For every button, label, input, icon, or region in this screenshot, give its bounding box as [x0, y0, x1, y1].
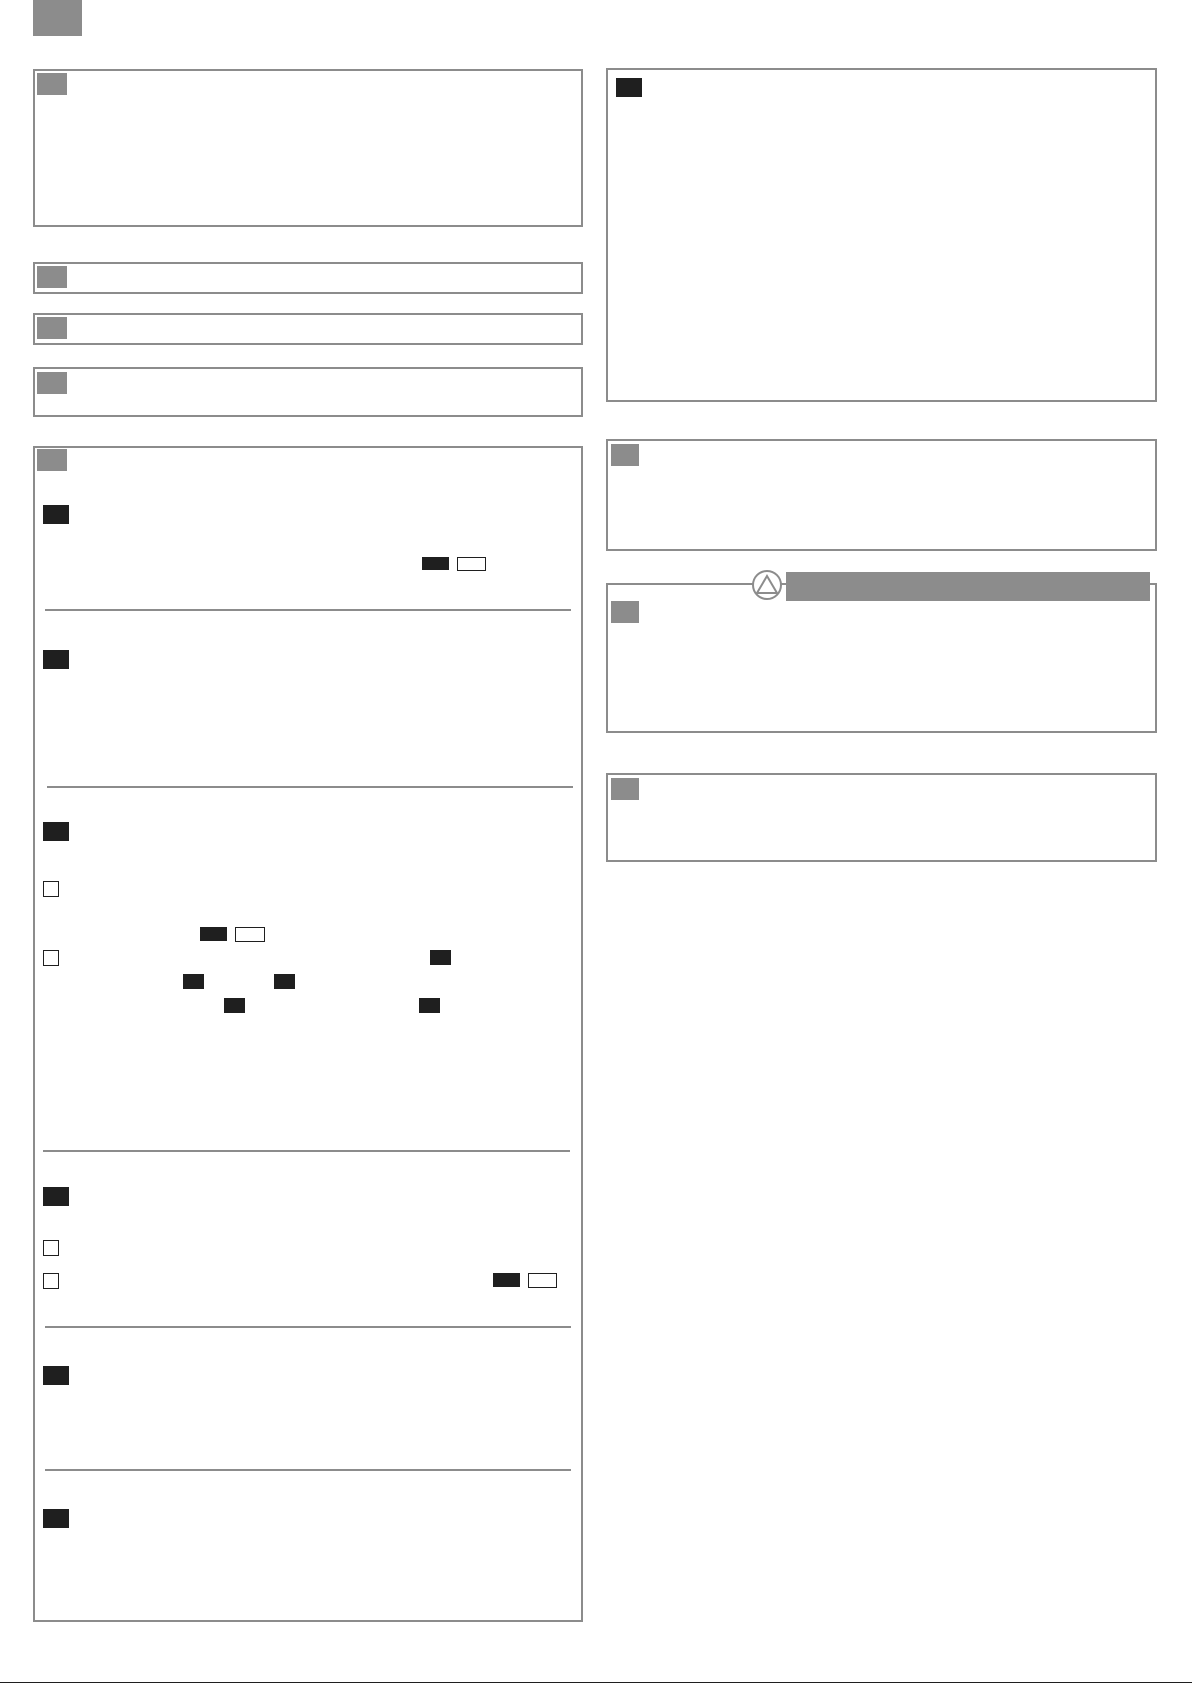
right-box-1-marker	[616, 78, 642, 97]
step-1-black-key	[422, 557, 449, 570]
section-tag-1	[37, 73, 67, 95]
steps-section-tag	[37, 449, 67, 471]
step-3-key-d	[224, 998, 245, 1013]
warning-triangle-icon	[752, 570, 782, 600]
step-2-marker	[43, 650, 69, 669]
section-box-4	[33, 367, 583, 417]
step-1-marker	[43, 505, 69, 524]
step-5-marker	[43, 1366, 69, 1385]
step-4-marker	[43, 1187, 69, 1206]
section-tag-3	[37, 317, 67, 339]
step-4-white-key	[528, 1273, 557, 1288]
step-3-checkbox-b[interactable]	[43, 950, 59, 966]
step-3-key-e	[419, 998, 440, 1013]
divider-4	[45, 1326, 571, 1328]
right-box-4-tag	[611, 778, 639, 800]
step-4-checkbox-a[interactable]	[43, 1240, 59, 1256]
page-bottom-rule	[0, 1682, 1192, 1683]
section-box-2	[33, 262, 583, 294]
step-4-black-key	[493, 1273, 520, 1287]
divider-2	[47, 786, 573, 788]
step-3-key-a	[430, 950, 451, 965]
divider-1	[45, 609, 571, 611]
section-tag-2	[37, 266, 67, 288]
divider-5	[45, 1469, 571, 1471]
right-box-2-tag	[611, 444, 639, 466]
step-1-white-key	[457, 557, 486, 571]
step-4-checkbox-b[interactable]	[43, 1273, 59, 1289]
warning-banner	[786, 572, 1150, 601]
step-3-key-b	[183, 974, 204, 989]
page-header-tag	[33, 0, 82, 36]
step-3-checkbox-a[interactable]	[43, 881, 59, 897]
warning-box-tag	[611, 601, 639, 623]
step-3-white-key	[235, 927, 265, 942]
steps-box	[33, 446, 583, 1622]
section-box-3	[33, 313, 583, 345]
warning-box	[606, 583, 1157, 733]
divider-3	[43, 1150, 570, 1152]
right-box-2	[606, 439, 1157, 551]
warning-connector-line	[606, 583, 756, 585]
section-tag-4	[37, 372, 67, 394]
step-6-marker	[43, 1509, 69, 1528]
right-box-4	[606, 773, 1157, 862]
right-box-1	[606, 68, 1157, 402]
step-3-marker	[43, 822, 69, 841]
step-3-key-c	[274, 974, 295, 989]
section-box-1	[33, 69, 583, 227]
step-3-black-key	[200, 927, 227, 941]
